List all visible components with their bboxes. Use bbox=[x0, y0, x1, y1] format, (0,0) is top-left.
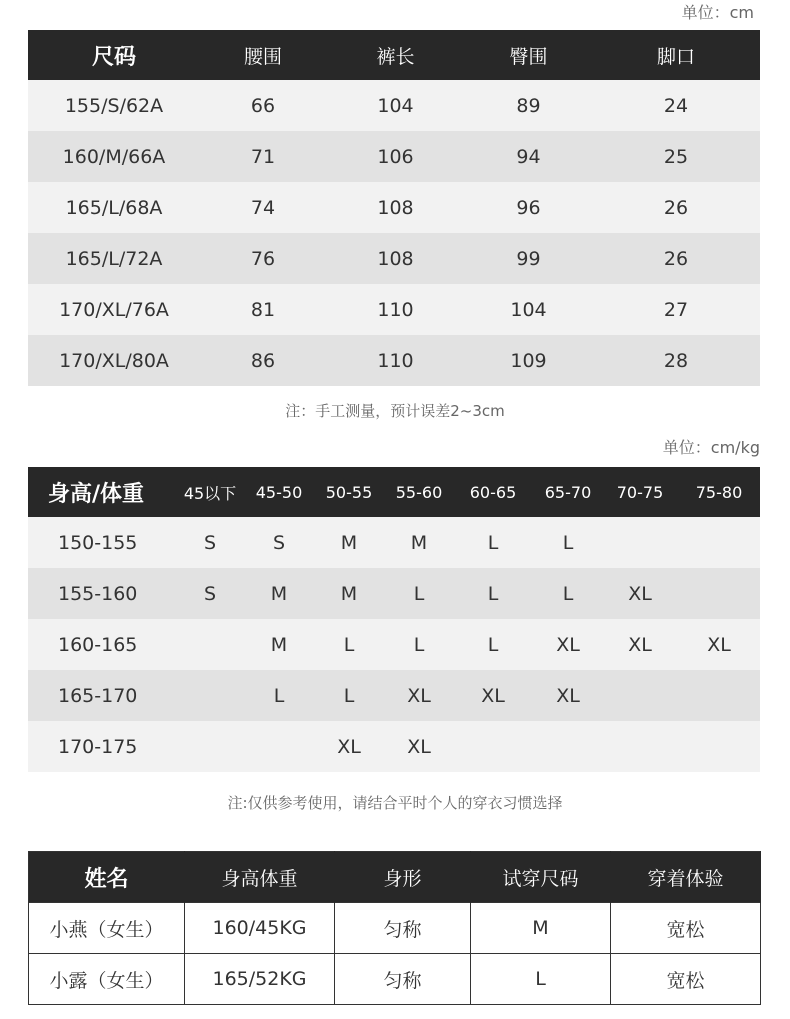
cell: 108 bbox=[326, 182, 465, 233]
table-row bbox=[28, 182, 760, 233]
cell: 160/45KG bbox=[185, 903, 335, 954]
cell: L bbox=[246, 670, 312, 721]
header-weight-range: 50-55 bbox=[312, 467, 386, 517]
cell: 小露（女生） bbox=[29, 954, 185, 1005]
cell: 108 bbox=[326, 233, 465, 284]
table-row bbox=[29, 903, 761, 954]
cell: L bbox=[386, 619, 452, 670]
table-row bbox=[28, 335, 760, 386]
cell: 165/L/72A bbox=[28, 233, 200, 284]
cell bbox=[174, 670, 246, 721]
size-unit-label: 单位：cm bbox=[681, 3, 754, 22]
table-row bbox=[28, 568, 760, 619]
table-row bbox=[28, 80, 760, 131]
header-size: 尺码 bbox=[28, 30, 200, 80]
cell bbox=[174, 721, 246, 772]
cell: 165-170 bbox=[28, 670, 174, 721]
table-row bbox=[28, 670, 760, 721]
cell: M bbox=[246, 568, 312, 619]
header-length: 裤长 bbox=[326, 30, 465, 80]
header-experience: 穿着体验 bbox=[611, 852, 761, 903]
cell: 99 bbox=[465, 233, 592, 284]
table-row bbox=[28, 233, 760, 284]
cell: XL bbox=[534, 619, 602, 670]
cell: 66 bbox=[200, 80, 326, 131]
cell: 109 bbox=[465, 335, 592, 386]
cell bbox=[678, 721, 760, 772]
cell: 24 bbox=[592, 80, 760, 131]
header-weight-range: 70-75 bbox=[602, 467, 678, 517]
cell: L bbox=[312, 670, 386, 721]
cell: 110 bbox=[326, 335, 465, 386]
cell: 155/S/62A bbox=[28, 80, 200, 131]
cell: 106 bbox=[326, 131, 465, 182]
cell: L bbox=[534, 517, 602, 568]
fit-unit-label: 单位：cm/kg bbox=[662, 438, 760, 457]
cell: 26 bbox=[592, 182, 760, 233]
cell: XL bbox=[452, 670, 534, 721]
cell: 71 bbox=[200, 131, 326, 182]
cell: M bbox=[312, 517, 386, 568]
table-row bbox=[28, 619, 760, 670]
cell: XL bbox=[602, 568, 678, 619]
table-row bbox=[28, 284, 760, 335]
cell: S bbox=[174, 517, 246, 568]
cell: 104 bbox=[465, 284, 592, 335]
cell: L bbox=[452, 517, 534, 568]
cell: 150-155 bbox=[28, 517, 174, 568]
cell: 104 bbox=[326, 80, 465, 131]
cell: 86 bbox=[200, 335, 326, 386]
cell: L bbox=[471, 954, 611, 1005]
cell: 匀称 bbox=[335, 954, 471, 1005]
cell: S bbox=[246, 517, 312, 568]
cell: XL bbox=[602, 619, 678, 670]
cell: L bbox=[534, 568, 602, 619]
header-hip: 臀围 bbox=[465, 30, 592, 80]
cell: 81 bbox=[200, 284, 326, 335]
cell: 74 bbox=[200, 182, 326, 233]
cell bbox=[534, 721, 602, 772]
cell: 160/M/66A bbox=[28, 131, 200, 182]
cell: L bbox=[312, 619, 386, 670]
header-hem: 脚口 bbox=[592, 30, 760, 80]
cell: 28 bbox=[592, 335, 760, 386]
cell: 170/XL/80A bbox=[28, 335, 200, 386]
cell bbox=[602, 517, 678, 568]
cell bbox=[678, 670, 760, 721]
table-row bbox=[29, 954, 761, 1005]
cell: L bbox=[452, 568, 534, 619]
cell: 小燕（女生） bbox=[29, 903, 185, 954]
cell bbox=[602, 721, 678, 772]
cell: 宽松 bbox=[611, 903, 761, 954]
cell: XL bbox=[534, 670, 602, 721]
cell bbox=[678, 517, 760, 568]
cell: 155-160 bbox=[28, 568, 174, 619]
header-weight-range: 65-70 bbox=[534, 467, 602, 517]
cell: XL bbox=[678, 619, 760, 670]
size-table bbox=[28, 30, 760, 386]
cell: S bbox=[174, 568, 246, 619]
cell: M bbox=[246, 619, 312, 670]
fit-table-note: 注:仅供参考使用，请结合平时个人的穿衣习惯选择 bbox=[227, 794, 563, 812]
cell: 170-175 bbox=[28, 721, 174, 772]
cell: 25 bbox=[592, 131, 760, 182]
cell: 27 bbox=[592, 284, 760, 335]
cell: 89 bbox=[465, 80, 592, 131]
cell: XL bbox=[312, 721, 386, 772]
header-weight-range: 55-60 bbox=[386, 467, 452, 517]
size-table-note: 注：手工测量，预计误差2~3cm bbox=[285, 402, 505, 420]
cell bbox=[678, 568, 760, 619]
cell: 94 bbox=[465, 131, 592, 182]
table-row bbox=[28, 131, 760, 182]
size-table-header bbox=[28, 30, 760, 80]
cell: 110 bbox=[326, 284, 465, 335]
header-height-weight: 身高/体重 bbox=[28, 467, 174, 517]
table-row bbox=[28, 721, 760, 772]
cell: XL bbox=[386, 670, 452, 721]
cell bbox=[602, 670, 678, 721]
fit-table bbox=[28, 467, 760, 772]
header-weight-range: 75-80 bbox=[678, 467, 760, 517]
cell bbox=[452, 721, 534, 772]
cell: 165/52KG bbox=[185, 954, 335, 1005]
header-height-weight: 身高体重 bbox=[185, 852, 335, 903]
cell bbox=[174, 619, 246, 670]
header-weight-range: 45以下 bbox=[174, 467, 246, 517]
tryon-table-header bbox=[29, 852, 761, 903]
header-weight-range: 60-65 bbox=[452, 467, 534, 517]
cell: 匀称 bbox=[335, 903, 471, 954]
header-tryon-size: 试穿尺码 bbox=[471, 852, 611, 903]
header-body-shape: 身形 bbox=[335, 852, 471, 903]
cell: XL bbox=[386, 721, 452, 772]
cell: 76 bbox=[200, 233, 326, 284]
header-weight-range: 45-50 bbox=[246, 467, 312, 517]
cell: 26 bbox=[592, 233, 760, 284]
cell: M bbox=[312, 568, 386, 619]
cell bbox=[246, 721, 312, 772]
header-name: 姓名 bbox=[29, 852, 185, 903]
cell: M bbox=[471, 903, 611, 954]
cell: M bbox=[386, 517, 452, 568]
cell: L bbox=[452, 619, 534, 670]
cell: 160-165 bbox=[28, 619, 174, 670]
cell: L bbox=[386, 568, 452, 619]
cell: 96 bbox=[465, 182, 592, 233]
header-waist: 腰围 bbox=[200, 30, 326, 80]
tryon-table bbox=[28, 851, 761, 1005]
cell: 165/L/68A bbox=[28, 182, 200, 233]
fit-table-header bbox=[28, 467, 760, 517]
cell: 170/XL/76A bbox=[28, 284, 200, 335]
table-row bbox=[28, 517, 760, 568]
cell: 宽松 bbox=[611, 954, 761, 1005]
